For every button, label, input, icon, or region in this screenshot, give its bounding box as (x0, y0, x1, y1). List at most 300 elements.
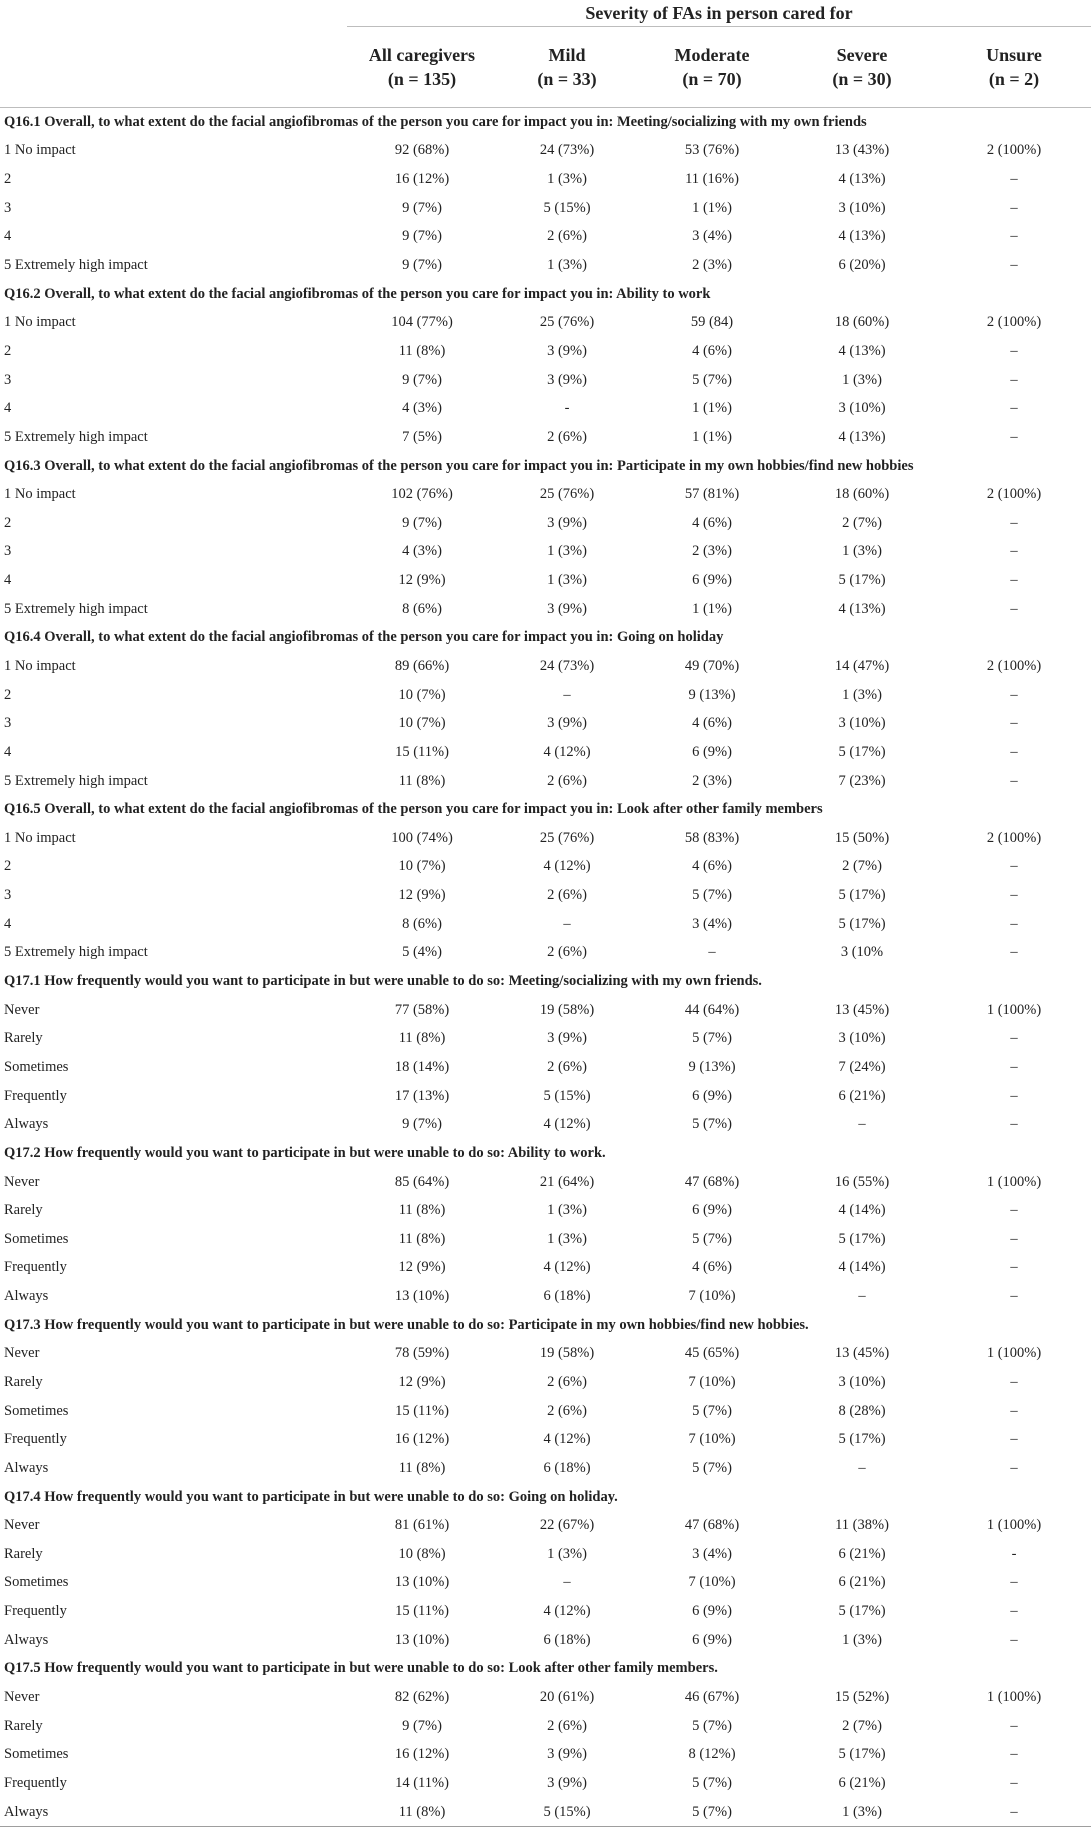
table-row (0, 165, 1091, 194)
row-label: 5 Extremely high impact (4, 944, 148, 961)
cell-value: 6 (18%) (543, 1459, 591, 1476)
cell-value: 1 (3%) (547, 1202, 587, 1219)
row-label: Never (4, 1001, 40, 1018)
cell-value: – (937, 1798, 1091, 1827)
table-row (0, 881, 1091, 910)
cell-value: 2 (6%) (547, 887, 587, 904)
cell-value: 1 (100%) (986, 1689, 1042, 1706)
row-label: Sometimes (4, 1402, 69, 1419)
cell-value: 5 (15%) (543, 1087, 591, 1104)
cell-value: 3 (10%) (838, 400, 886, 417)
row-label: Never (4, 1517, 40, 1534)
row-label: 4 (4, 228, 12, 245)
cell-value: 4 (6%) (692, 342, 732, 359)
table-row (0, 853, 1091, 882)
table-row (0, 1683, 1091, 1712)
row-label: 2 (4, 171, 12, 188)
column-header-moderate (637, 27, 787, 108)
cell-value: 4 (12%) (543, 1603, 591, 1620)
table-row (0, 996, 1091, 1025)
cell-value: 2 (6%) (547, 1717, 587, 1734)
cell-value: 11 (8%) (398, 1459, 446, 1476)
cell-value: 24 (73%) (539, 142, 595, 159)
cell-value: 2 (100%) (986, 829, 1042, 846)
row-label: Never (4, 1173, 40, 1190)
row-label: 4 (4, 915, 12, 932)
question-row (0, 967, 1091, 996)
column-n: (n = 33) (537, 69, 597, 89)
cell-value: 11 (38%) (835, 1517, 889, 1534)
cell-value: 24 (73%) (539, 657, 595, 674)
cell-value: – (1010, 600, 1018, 617)
cell-value: 15 (11%) (395, 743, 449, 760)
row-label: 5 Extremely high impact (4, 772, 148, 789)
table-row (0, 1511, 1091, 1540)
cell-value: 2 (6%) (547, 772, 587, 789)
row-label: 4 (4, 743, 12, 760)
question-text: Q17.2 How frequently would you want to participate in but were unable to do so: Ability to work. (4, 1144, 606, 1161)
question-row (0, 624, 1091, 653)
cell-value: 2 (7%) (842, 1717, 882, 1734)
cell-value: 16 (12%) (394, 1431, 450, 1448)
cell-value: 104 (77%) (391, 314, 453, 331)
cell-value: 92 (68%) (394, 142, 450, 159)
cell-value: 5 (7%) (692, 1459, 732, 1476)
cell-value: 13 (45%) (834, 1345, 890, 1362)
cell-value: 78 (59%) (394, 1345, 450, 1362)
severity-group-heading: Severity of FAs in person cared for (347, 0, 1091, 27)
row-label: Frequently (4, 1087, 67, 1104)
cell-value: 1 (3%) (547, 257, 587, 274)
cell-value: 7 (10%) (688, 1288, 736, 1305)
cell-value: – (1010, 1402, 1018, 1419)
cell-value: 3 (9%) (547, 715, 587, 732)
cell-value: 3 (9%) (547, 371, 587, 388)
table-row (0, 308, 1091, 337)
cell-value: – (708, 944, 716, 961)
row-label: 3 (4, 371, 12, 388)
cell-value: 15 (52%) (834, 1689, 890, 1706)
cell-value: - (564, 400, 570, 417)
question-text: Q16.3 Overall, to what extent do the facial angiofibromas of the person you care for impact you in: Participate in my own hobbies/find new hobbies (4, 457, 914, 474)
cell-value: 4 (14%) (838, 1202, 886, 1219)
cell-value: 85 (64%) (394, 1173, 450, 1190)
cell-value: 19 (58%) (539, 1001, 595, 1018)
cell-value: 12 (9%) (398, 1374, 446, 1390)
table-row (0, 1168, 1091, 1197)
row-label: 2 (4, 858, 12, 875)
column-header-all-caregivers (347, 27, 497, 108)
severity-header-row (0, 0, 1091, 27)
cell-value: 2 (100%) (986, 486, 1042, 503)
cell-value: 5 (7%) (692, 1230, 732, 1247)
cell-value: 11 (8%) (347, 1798, 497, 1827)
cell-value: 9 (13%) (688, 1058, 736, 1075)
cell-value: 1 (3%) (842, 543, 882, 560)
row-label-header (0, 27, 347, 108)
cell-value: 4 (12%) (543, 743, 591, 760)
cell-value: 13 (10%) (394, 1574, 450, 1591)
cell-value: 4 (12%) (543, 1259, 591, 1276)
cell-value: 3 (10% (840, 944, 884, 961)
cell-value: 5 (7%) (692, 1717, 732, 1734)
column-header-row (0, 27, 1091, 108)
cell-value: 5 (7%) (637, 1798, 787, 1827)
cell-value: 16 (12%) (394, 1746, 450, 1763)
cell-value: 49 (70%) (684, 657, 740, 674)
cell-value: – (1010, 514, 1018, 531)
cell-value: 5 (7%) (692, 1402, 732, 1419)
cell-value: 14 (47%) (834, 657, 890, 674)
cell-value: 9 (7%) (402, 228, 442, 245)
cell-value: 4 (13%) (838, 600, 886, 617)
cell-value: 8 (6%) (402, 600, 442, 617)
cell-value: 6 (9%) (692, 1631, 732, 1648)
cell-value: – (1010, 228, 1018, 245)
cell-value: 9 (7%) (402, 199, 442, 216)
cell-value: – (1010, 686, 1018, 703)
cell-value: 5 (7%) (692, 1116, 732, 1133)
cell-value: – (1010, 887, 1018, 904)
cell-value: – (1010, 1087, 1018, 1104)
cell-value: 4 (12%) (543, 858, 591, 875)
question-text: Q16.5 Overall, to what extent do the facial angiofibromas of the person you care for impact you in: Look after other family members (4, 801, 823, 818)
table-row (0, 910, 1091, 939)
cell-value: – (1010, 772, 1018, 789)
cell-value: 14 (11%) (395, 1774, 449, 1791)
cell-value: 25 (76%) (539, 314, 595, 331)
question-text: Q17.3 How frequently would you want to participate in but were unable to do so: Participate in my own hobbies/find new hobbies. (4, 1316, 809, 1333)
cell-value: 2 (7%) (842, 858, 882, 875)
cell-value: 2 (100%) (986, 314, 1042, 331)
row-label: Frequently (4, 1431, 67, 1448)
row-label: 5 Extremely high impact (4, 428, 148, 445)
cell-value: 6 (9%) (692, 1087, 732, 1104)
table-row (0, 1082, 1091, 1111)
row-label: Frequently (4, 1259, 67, 1276)
table-row (0, 1196, 1091, 1225)
column-n: (n = 30) (832, 69, 892, 89)
cell-value: 16 (12%) (394, 171, 450, 188)
row-label: 5 Extremely high impact (4, 600, 148, 617)
table-row (0, 595, 1091, 624)
cell-value: 47 (68%) (684, 1173, 740, 1190)
row-label: 2 (4, 686, 12, 703)
question-text: Q16.4 Overall, to what extent do the facial angiofibromas of the person you care for impact you in: Going on holiday (4, 629, 724, 646)
cell-value: 4 (13%) (838, 428, 886, 445)
cell-value: 1 (1%) (692, 428, 732, 445)
row-label: 1 No impact (4, 829, 76, 846)
cell-value: 58 (83%) (684, 829, 740, 846)
cell-value: 12 (9%) (398, 1259, 446, 1276)
table-row (0, 1454, 1091, 1483)
cell-value: 6 (21%) (838, 1774, 886, 1791)
table-row (0, 681, 1091, 710)
cell-value: 1 (3%) (547, 1545, 587, 1562)
cell-value: 6 (21%) (838, 1574, 886, 1591)
cell-value: 21 (64%) (539, 1173, 595, 1190)
cell-value: 3 (9%) (547, 1030, 587, 1047)
cell-value: 20 (61%) (539, 1689, 595, 1706)
column-n: (n = 70) (682, 69, 742, 89)
cell-value: 44 (64%) (684, 1001, 740, 1018)
cell-value: – (1010, 1288, 1018, 1305)
table-row (0, 423, 1091, 452)
cell-value: – (858, 1116, 866, 1133)
question-row (0, 1655, 1091, 1684)
table-row (0, 566, 1091, 595)
cell-value: 5 (7%) (692, 371, 732, 388)
cell-value: 5 (17%) (838, 915, 886, 932)
cell-value: – (1010, 715, 1018, 732)
cell-value: – (563, 686, 571, 703)
cell-value: – (1010, 1116, 1018, 1133)
row-label: 2 (4, 342, 12, 359)
cell-value: 11 (16%) (685, 171, 739, 188)
cell-value: – (1010, 915, 1018, 932)
row-label: Frequently (4, 1603, 67, 1620)
cell-value: 10 (7%) (398, 715, 446, 732)
row-label: Always (4, 1459, 49, 1476)
table-row (0, 223, 1091, 252)
row-label: Always (4, 1288, 49, 1305)
cell-value: 3 (10%) (838, 1374, 886, 1390)
cell-value: – (1010, 1030, 1018, 1047)
cell-value: 25 (76%) (539, 829, 595, 846)
cell-value: 5 (17%) (838, 1746, 886, 1763)
cell-value: 4 (14%) (838, 1259, 886, 1276)
cell-value: 3 (10%) (838, 199, 886, 216)
cell-value: – (1010, 199, 1018, 216)
cell-value: 59 (84) (690, 314, 734, 331)
cell-value: 8 (6%) (402, 915, 442, 932)
cell-value: 4 (12%) (543, 1116, 591, 1133)
cell-value: 4 (3%) (402, 400, 442, 417)
cell-value: 6 (18%) (543, 1288, 591, 1305)
cell-value: 5 (7%) (692, 1030, 732, 1047)
row-label: Always (0, 1798, 347, 1827)
cell-value: 4 (13%) (838, 171, 886, 188)
cell-value: – (1010, 1459, 1018, 1476)
cell-value: 5 (17%) (838, 743, 886, 760)
cell-value: 3 (9%) (547, 1774, 587, 1791)
cell-value: – (858, 1288, 866, 1305)
table-row (0, 366, 1091, 395)
cell-value: 81 (61%) (394, 1517, 450, 1534)
row-label: Sometimes (4, 1058, 69, 1075)
cell-value: 5 (17%) (838, 572, 886, 589)
row-label: 3 (4, 543, 12, 560)
cell-value: 5 (17%) (838, 1603, 886, 1620)
cell-value: 2 (6%) (547, 228, 587, 245)
row-label: Sometimes (4, 1746, 69, 1763)
cell-value: – (1010, 1259, 1018, 1276)
row-label: 4 (4, 572, 12, 589)
cell-value: – (1010, 1746, 1018, 1763)
table-row (0, 1368, 1091, 1397)
row-label: Sometimes (4, 1574, 69, 1591)
table-row (0, 824, 1091, 853)
cell-value: 2 (6%) (547, 1374, 587, 1390)
cell-value: 7 (10%) (688, 1431, 736, 1448)
table-row (0, 1397, 1091, 1426)
cell-value: – (1010, 1431, 1018, 1448)
cell-value: – (1010, 1058, 1018, 1075)
cell-value: 1 (100%) (986, 1173, 1042, 1190)
cell-value: 77 (58%) (394, 1001, 450, 1018)
cell-value: 1 (100%) (986, 1517, 1042, 1534)
cell-value: – (1010, 1574, 1018, 1591)
cell-value: 6 (9%) (692, 1202, 732, 1219)
column-label: Moderate (674, 44, 750, 65)
row-label: Rarely (4, 1030, 43, 1047)
question-text: Q17.1 How frequently would you want to participate in but were unable to do so: Meeting/socializing with my own friends. (4, 973, 762, 990)
table-row (0, 1053, 1091, 1082)
cell-value: 4 (6%) (692, 514, 732, 531)
row-label: 2 (4, 514, 12, 531)
cell-value: 8 (28%) (838, 1402, 886, 1419)
cell-value: 3 (9%) (547, 342, 587, 359)
row-label: Never (4, 1345, 40, 1362)
cell-value: 10 (7%) (398, 686, 446, 703)
cell-value: 13 (43%) (834, 142, 890, 159)
cell-value: 19 (58%) (539, 1345, 595, 1362)
cell-value: 11 (8%) (398, 1030, 446, 1047)
table-row (0, 1540, 1091, 1569)
cell-value: 1 (1%) (692, 400, 732, 417)
cell-value: 6 (9%) (692, 743, 732, 760)
cell-value: 12 (9%) (398, 887, 446, 904)
row-label: Always (4, 1631, 49, 1648)
row-label: 1 No impact (4, 657, 76, 674)
cell-value: 10 (7%) (398, 858, 446, 875)
question-row (0, 795, 1091, 824)
cell-value: 2 (6%) (547, 428, 587, 445)
cell-value: – (1010, 342, 1018, 359)
table-row (0, 939, 1091, 968)
cell-value: 4 (6%) (692, 858, 732, 875)
row-label: Rarely (4, 1374, 43, 1390)
cell-value: 100 (74%) (391, 829, 453, 846)
table-row (0, 1110, 1091, 1139)
cell-value: – (1010, 572, 1018, 589)
cell-value: 6 (21%) (838, 1545, 886, 1562)
row-label: 1 No impact (4, 486, 76, 503)
cell-value: 3 (9%) (547, 514, 587, 531)
table-row (0, 509, 1091, 538)
cell-value: 9 (13%) (688, 686, 736, 703)
cell-value: 1 (3%) (842, 371, 882, 388)
cell-value: 57 (81%) (684, 486, 740, 503)
cell-value: 1 (3%) (547, 1230, 587, 1247)
cell-value: 22 (67%) (539, 1517, 595, 1534)
question-row (0, 1483, 1091, 1512)
table-row (0, 194, 1091, 223)
cell-value: 10 (8%) (398, 1545, 446, 1562)
cell-value: 7 (24%) (838, 1058, 886, 1075)
cell-value: – (1010, 1717, 1018, 1734)
cell-value: 11 (8%) (398, 772, 446, 789)
column-header-unsure (937, 27, 1091, 108)
table-row (0, 394, 1091, 423)
cell-value: 9 (7%) (402, 1717, 442, 1734)
question-row (0, 1139, 1091, 1168)
table-row (0, 1425, 1091, 1454)
cell-value: 13 (10%) (394, 1288, 450, 1305)
cell-value: 4 (12%) (543, 1431, 591, 1448)
cell-value: 53 (76%) (684, 142, 740, 159)
table-row (0, 1712, 1091, 1741)
cell-value: 11 (8%) (398, 1230, 446, 1247)
row-label: 5 Extremely high impact (4, 257, 148, 274)
cell-value: 82 (62%) (394, 1689, 450, 1706)
cell-value: - (1011, 1545, 1017, 1562)
cell-value: – (1010, 543, 1018, 560)
cell-value: 3 (4%) (692, 1545, 732, 1562)
cell-value: 1 (3%) (787, 1798, 937, 1827)
cell-value: – (1010, 371, 1018, 388)
table-row (0, 709, 1091, 738)
cell-value: 1 (3%) (547, 572, 587, 589)
table-row (0, 1626, 1091, 1655)
table-row (0, 1282, 1091, 1311)
table-row (0, 1769, 1091, 1798)
row-label: 3 (4, 715, 12, 732)
row-label: Always (4, 1116, 49, 1133)
cell-value: – (1010, 1374, 1018, 1390)
cell-value: 9 (7%) (402, 1116, 442, 1133)
cell-value: – (1010, 400, 1018, 417)
cell-value: 2 (6%) (547, 1058, 587, 1075)
cell-value: 5 (17%) (838, 887, 886, 904)
cell-value: – (1010, 1202, 1018, 1219)
cell-value: 5 (4%) (402, 944, 442, 961)
cell-value: – (1010, 743, 1018, 760)
cell-value: – (1010, 171, 1018, 188)
table-row (0, 1798, 1091, 1827)
cell-value: 7 (10%) (688, 1574, 736, 1591)
cell-value: 3 (10%) (838, 715, 886, 732)
question-text: Q17.4 How frequently would you want to participate in but were unable to do so: Going on holiday. (4, 1488, 618, 1505)
table-row (0, 652, 1091, 681)
table-header (0, 0, 1091, 108)
question-text: Q17.5 How frequently would you want to participate in but were unable to do so: Look after other family members. (4, 1660, 718, 1677)
cell-value: 1 (100%) (986, 1345, 1042, 1362)
cell-value: 12 (9%) (398, 572, 446, 589)
cell-value: 89 (66%) (394, 657, 450, 674)
cell-value: 1 (3%) (547, 543, 587, 560)
cell-value: 5 (15%) (497, 1798, 637, 1827)
cell-value: 1 (3%) (842, 686, 882, 703)
cell-value: – (1010, 428, 1018, 445)
cell-value: 4 (3%) (402, 543, 442, 560)
cell-value: 2 (3%) (692, 772, 732, 789)
table-row (0, 251, 1091, 280)
cell-value: – (563, 1574, 571, 1591)
cell-value: 15 (11%) (395, 1603, 449, 1620)
column-label: All caregivers (368, 44, 476, 65)
cell-value: 6 (9%) (692, 572, 732, 589)
column-n: (n = 2) (988, 69, 1040, 89)
cell-value: – (1010, 944, 1018, 961)
cell-value: – (1010, 858, 1018, 875)
cell-value: 17 (13%) (394, 1087, 450, 1104)
cell-value: 47 (68%) (684, 1517, 740, 1534)
table-row (0, 1597, 1091, 1626)
cell-value: 2 (7%) (842, 514, 882, 531)
question-row (0, 108, 1091, 137)
table-row (0, 337, 1091, 366)
